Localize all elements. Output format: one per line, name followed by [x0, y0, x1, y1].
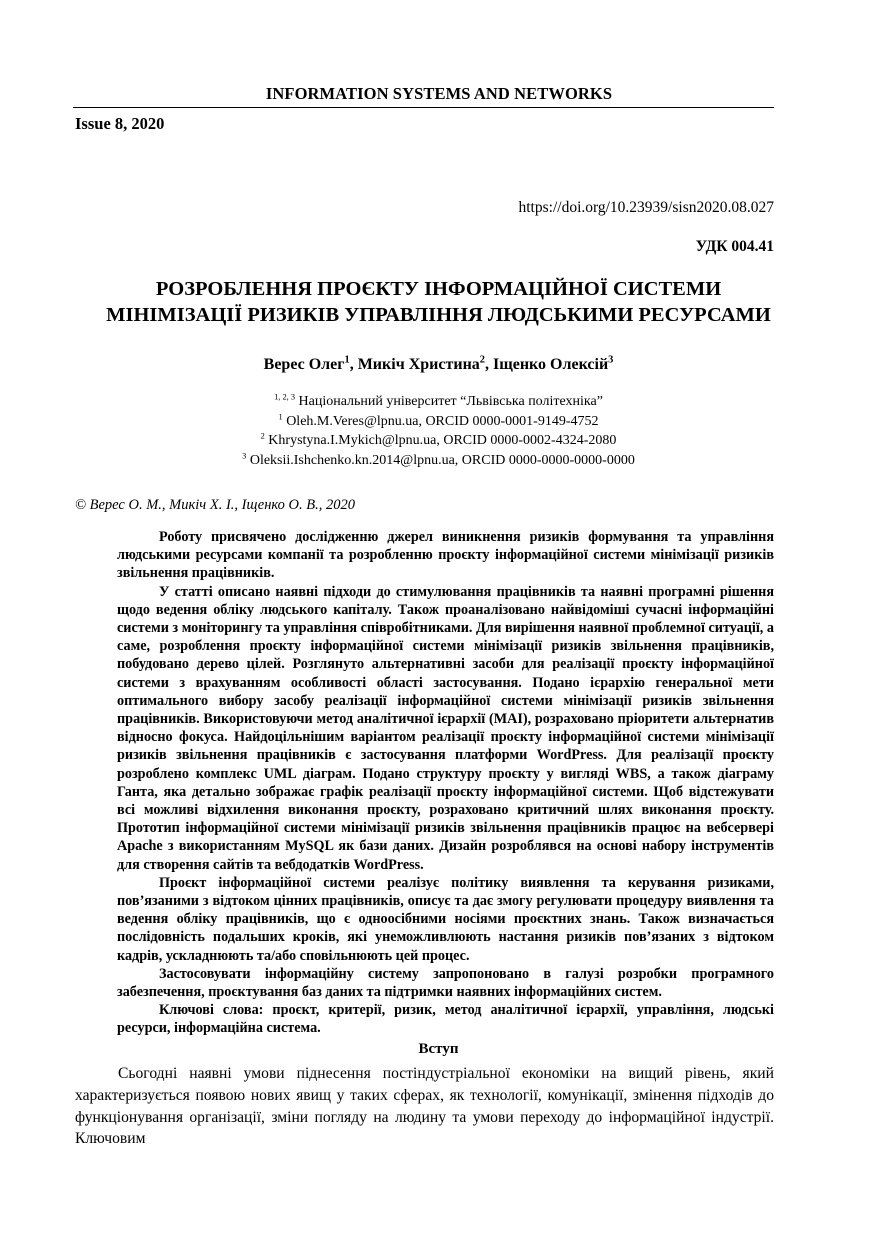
- author-3: Іщенко Олексій: [492, 356, 609, 373]
- author-separator: ,: [349, 356, 358, 373]
- keywords-paragraph: Ключові слова: проєкт, критерії, ризик, метод аналітичної ієрархії, управління, людські ресурси, інформаційна система.: [117, 1002, 774, 1037]
- author-2-sup: 2: [479, 354, 485, 366]
- intro-paragraph: Сьогодні наявні умови піднесення постіндустріальної економіки на вищий рівень, який характеризується появою нових явищ у таких сферах, як технології, комунікації, змінення підходів до функціонування організації, зміни погляду на людину та умови переходу до інформаційної індустрії. Ключовим: [75, 1065, 774, 1148]
- author-separator: ,: [484, 356, 493, 373]
- affiliation-sup: 1: [278, 411, 283, 421]
- author-list: [60, 356, 817, 374]
- abstract-paragraph: Роботу присвячено дослідженню джерел виникнення ризиків формування та управління людськими ресурсами компанії та розробленню проєкту інформаційної системи мінімізації ризиків звільнення працівників.: [117, 529, 774, 582]
- affiliation-email-3: [60, 451, 817, 471]
- affiliation-email-1: [60, 412, 817, 432]
- issue-number: Issue 8, 2020: [75, 114, 165, 133]
- abstract-paragraph: У статті описано наявні підходи до стимулювання працівників та наявні програмні рішення щодо ведення обліку людського капіталу. Також проаналізовано найвідоміші сучасні інформаційні системи з моніторингу та управління співробітниками. Для вирішення наявної проблемної ситуації, а саме, розроблення проєкту інформаційної системи мінімізації ризиків звільнення працівників, побудовано дерево цілей. Розглянуто альтернативні засоби для реалізації проєкту інформаційної системи з врахуванням особливості області застосування. Подано ієрархію генеральної мети оптимального вибору засобу реалізації інформаційної системи мінімізації ризиків звільнення працівників. Використовуючи метод аналітичної ієрархії (МАІ), розраховано пріоритети альтернатив відносно фокуса. Найдоцільнішим варіантом реалізації проєкту інформаційної системи мінімізації ризиків звільнення працівників є застосування платформи WordPress. Для реалізації проєкту розроблено комплекс UML діаграм. Подано структуру проєкту у вигляді WBS, а також діаграму Ганта, яка детально зображає графік реалізації проєкту інформаційної системи. Щоб відстежувати всі можливі відхилення виконання проєкту, розраховано критичний шлях виконання проєкту. Прототип інформаційної системи мінімізації ризиків звільнення працівників працює на вебсервері Apache з використанням MySQL як бази даних. Дизайн розроблявся на основі набору інструментів для створення сайтів та вебдодатків WordPress.: [117, 583, 774, 873]
- affiliation-sup: 3: [242, 450, 247, 460]
- author-1: Верес Олег: [263, 356, 345, 373]
- author-3-sup: 3: [608, 354, 614, 366]
- title-line-1: РОЗРОБЛЕННЯ ПРОЄКТУ ІНФОРМАЦІЙНОЇ СИСТЕМИ: [155, 278, 722, 300]
- affiliation-university: [60, 392, 817, 412]
- journal-name: INFORMATION SYSTEMS AND NETWORKS: [265, 84, 613, 103]
- abstract-paragraph: Проєкт інформаційної системи реалізує політику виявлення та керування ризиками, пов’язаними з відтоком цінних працівників, описує та дає змогу регулювати процедуру виявлення та ведення обліку працівників, що є одноосібними носіями проєктних знань. Також визначається послідовність подальших кроків, які унеможливлюють настання ризиків пов’язаних з відтоком кадрів, ускладнюють та/або сповільнюють цей процес.: [117, 874, 774, 964]
- section-heading-intro: Вступ: [418, 1041, 459, 1057]
- copyright-line: © Верес О. М., Микіч Х. І., Іщенко О. В., 2020: [75, 497, 355, 513]
- affiliation-text: Oleh.M.Veres@lpnu.ua, ORCID 0000-0001-9149-4752: [286, 413, 599, 429]
- title-line-2: МІНІМІЗАЦІЇ РИЗИКІВ УПРАВЛІННЯ ЛЮДСЬКИМИ РЕСУРСАМИ: [106, 304, 771, 326]
- affiliation-text: Khrystyna.I.Mykich@lpnu.ua, ORCID 0000-0002-4324-2080: [268, 433, 617, 448]
- abstract: [117, 528, 774, 1038]
- affiliation-email-2: [60, 431, 817, 451]
- abstract-paragraph: Застосовувати інформаційну систему запропоновано в галузі розробки програмного забезпечення, проєктування баз даних та підтримки наявних інформаційних систем.: [117, 965, 774, 1001]
- paper-title: [60, 276, 817, 328]
- affiliation-text: Національний університет “Львівська політехніка”: [298, 394, 603, 409]
- header-rule: [73, 107, 774, 108]
- doi-link[interactable]: https://doi.org/10.23939/sisn2020.08.027: [518, 199, 774, 216]
- affiliation-text: Oleksii.Ishchenko.kn.2014@lpnu.ua, ORCID 0000-0000-0000-0000: [249, 452, 635, 468]
- affiliation-sup: 1, 2, 3: [274, 392, 295, 402]
- intro-section: [75, 1063, 774, 1150]
- author-1-sup: 1: [344, 354, 350, 366]
- affiliations: [60, 392, 817, 470]
- affiliation-sup: 2: [260, 431, 265, 441]
- udk-code: УДК 004.41: [695, 238, 774, 255]
- author-2: Микіч Христина: [357, 356, 480, 373]
